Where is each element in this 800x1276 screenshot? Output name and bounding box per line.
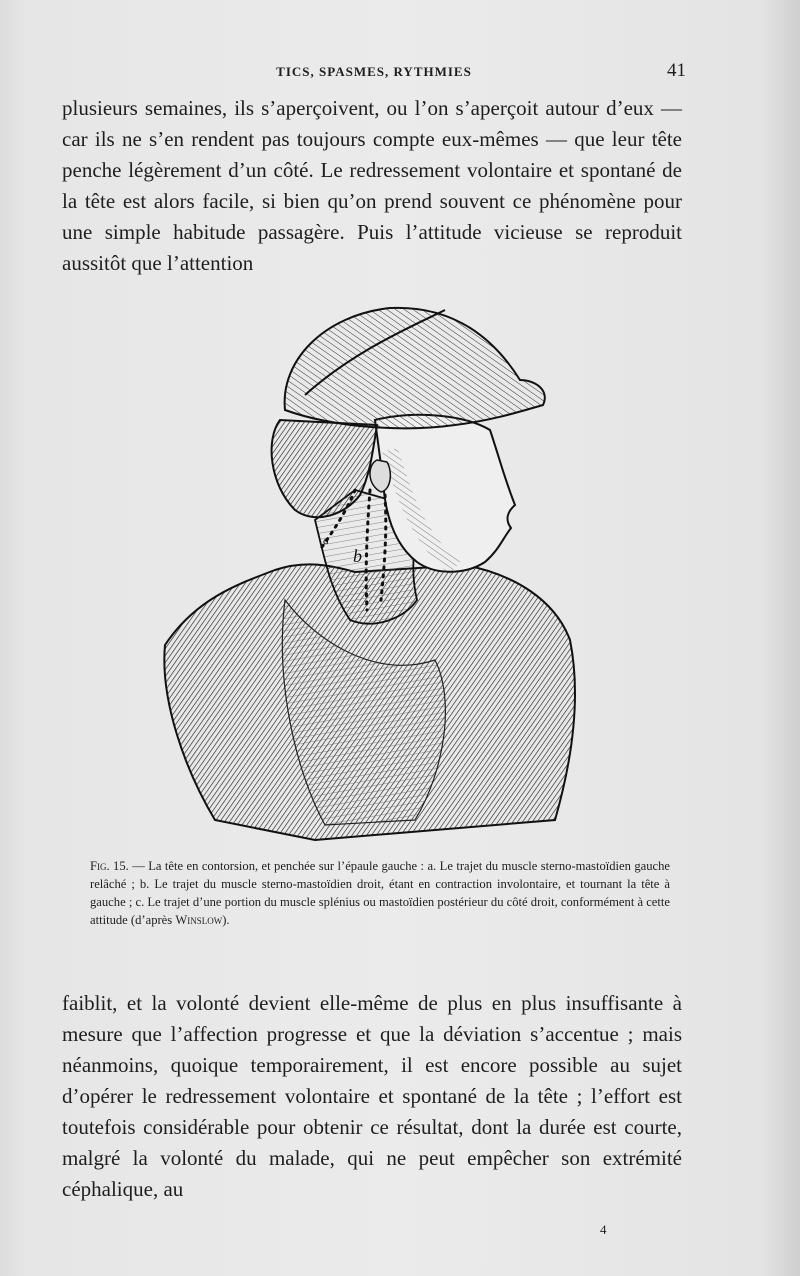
running-head	[62, 62, 686, 84]
label-b: b	[353, 546, 362, 566]
engraved-bust-illustration	[155, 300, 585, 845]
running-title: TICS, SPASMES, RYTHMIES	[276, 64, 472, 79]
caption-label: Fig. 15.	[90, 859, 129, 873]
signature-mark: 4	[600, 1222, 607, 1237]
figure-caption	[90, 857, 670, 929]
page-number: 41	[667, 60, 686, 81]
top-paragraph: plusieurs semaines, ils s’aperçoivent, ou l’on s’aperçoit autour d’eux — car ils ne s’en rendent pas toujours compte eux-mêmes — que leur tête penche légèrement d’un côté. Le redressement volontaire et spontané de la tête est alors facile, si bien qu’on prend souvent ce phénomène pour une simple habitude passagère. Puis l’attitude vicieuse se reproduit aussitôt que l’attention	[62, 96, 682, 275]
caption-author: Winslow	[175, 913, 223, 927]
label-a: a	[323, 533, 329, 547]
caption-text: — La tête en contorsion, et penchée sur l’épaule gauche : a. Le trajet du muscle sterno-mastoïdien gauche relâché ; b. Le trajet du muscle sterno-mastoïdien droit, étant en contraction involontaire, et tournant la tête à gauche ; c. Le trajet d’une portion du muscle splénius ou mastoïdien postérieur du côté droit, conformément à cette attitude (d’après	[90, 859, 671, 927]
caption-end: ).	[222, 913, 230, 927]
figure-15	[155, 300, 585, 845]
bottom-paragraph: faiblit, et la volonté devient elle-même de plus en plus insuffisante à mesure que l’affection progresse et que la déviation s’accentue ; mais néanmoins, quoique temporairement, il est encore possible au sujet d’opérer le redressement volontaire et spontané de la tête ; l’effort est toutefois considérable pour obtenir ce résultat, dont la durée est courte, malgré la volonté du malade, qui ne peut empêcher son extrémité céphalique, au	[62, 991, 682, 1201]
